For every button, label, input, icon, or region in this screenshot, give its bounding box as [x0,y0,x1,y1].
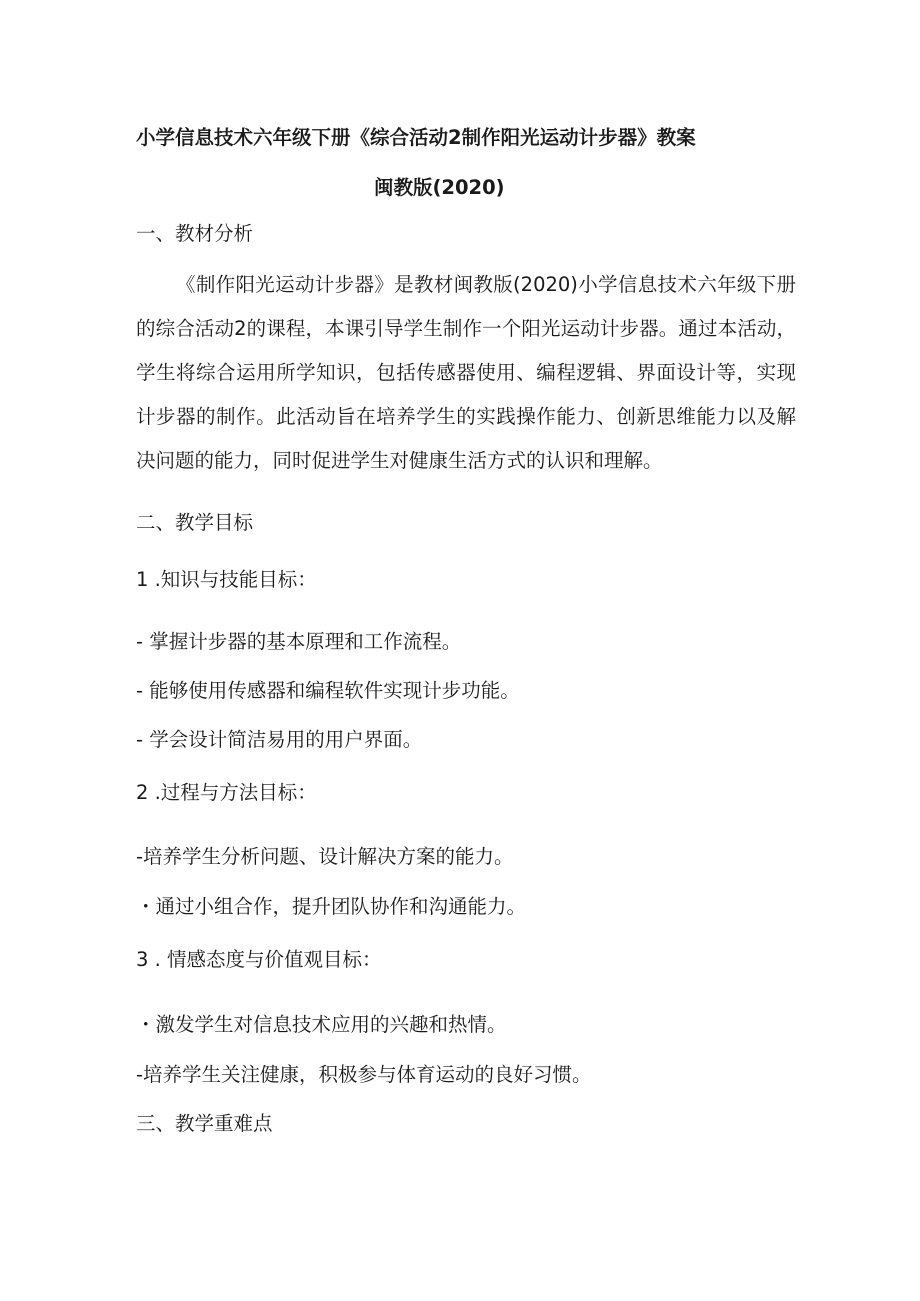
section-heading-key-points: 三、教学重难点 [136,1112,273,1135]
objective-heading-attitude: 3 . 情感态度与价值观目标： [136,948,382,971]
document-subtitle: 闽教版(2020) [374,176,505,199]
section-heading-analysis: 一、教材分析 [136,222,254,245]
list-item: -培养学生分析问题、设计解决方案的能力。 [136,845,514,868]
list-item: - 能够使用传感器和编程软件实现计步功能。 [136,679,520,702]
section-heading-objectives: 二、教学目标 [136,511,254,534]
list-item: - 掌握计步器的基本原理和工作流程。 [136,630,462,653]
objective-heading-knowledge: 1 .知识与技能目标： [136,568,317,591]
list-item: ・激发学生对信息技术应用的兴趣和热情。 [136,1013,507,1036]
analysis-paragraph: 《制作阳光运动计步器》是教材闽教版(2020)小学信息技术六年级下册的综合活动2的课程，本课引导学生制作一个阳光运动计步器。通过本活动，学生将综合运用所学知识，包括传感器使用、编程逻辑、界面设计等，实现计步器的制作。此活动旨在培养学生的实践操作能力、创新思维能力以及解决问题的能力，同时促进学生对健康生活方式的认识和理解。 [136,273,796,472]
objective-heading-process: 2 .过程与方法目标： [136,781,317,804]
document-title: 小学信息技术六年级下册《综合活动2制作阳光运动计步器》教案 [136,126,696,149]
list-item: - 学会设计简洁易用的用户界面。 [136,728,423,751]
list-item: ・通过小组合作，提升团队协作和沟通能力。 [136,895,527,918]
list-item: -培养学生关注健康，积极参与体育运动的良好习惯。 [136,1063,592,1086]
